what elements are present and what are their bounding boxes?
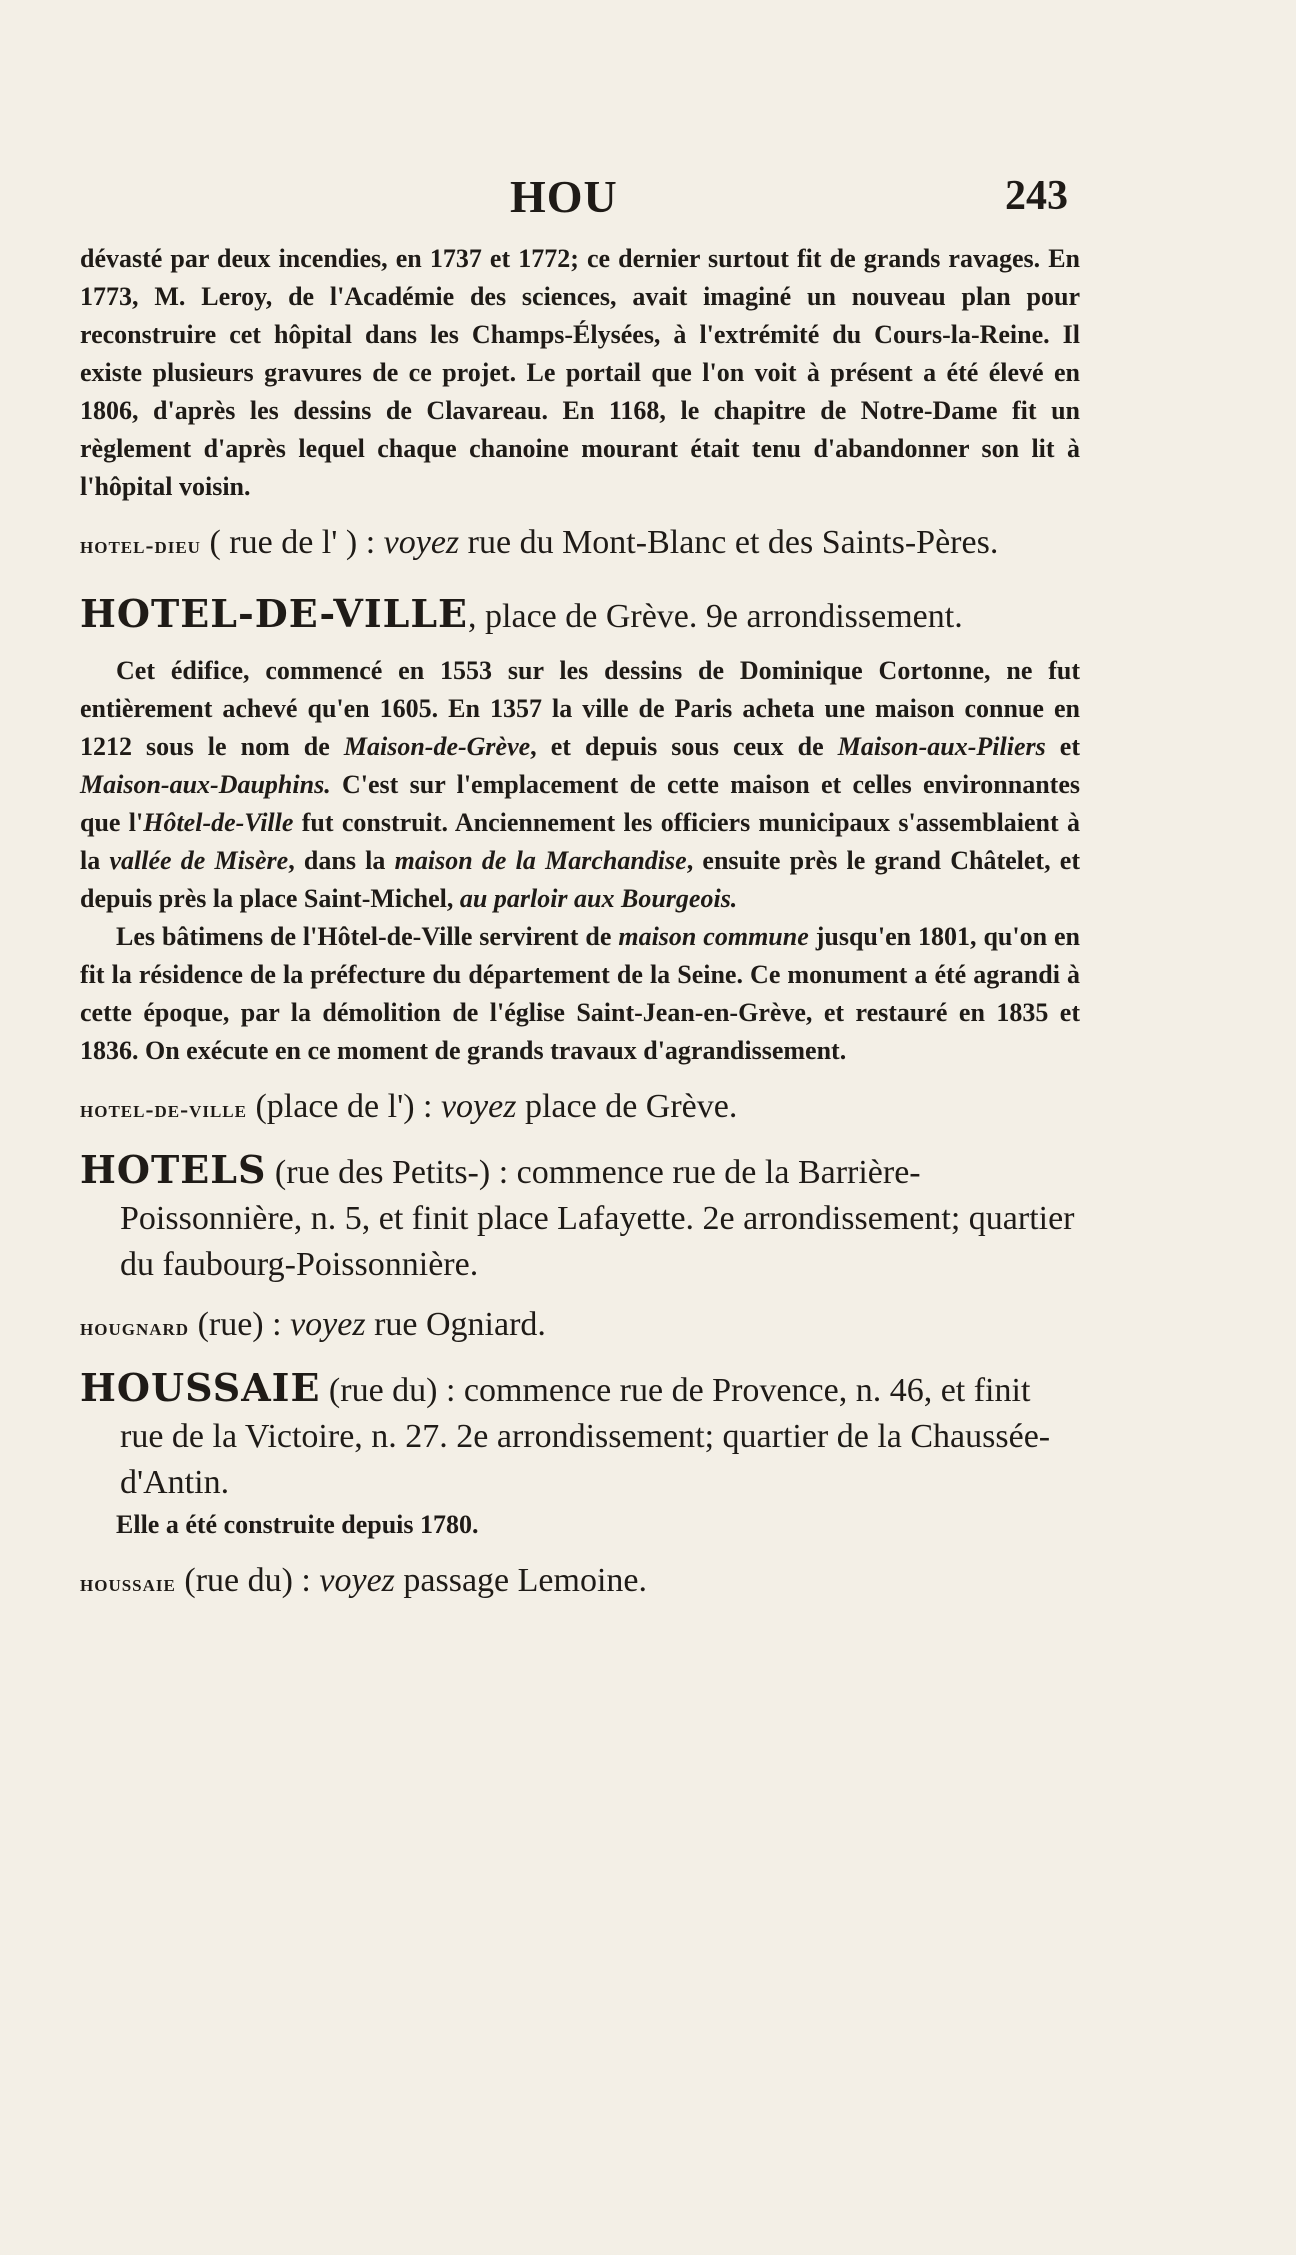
cross-reference: voyez [440, 1088, 517, 1125]
entry-hotel-de-ville [80, 591, 1080, 640]
entry-text: passage Lemoine. [394, 1562, 647, 1599]
body-italic: Maison-de-Grève [343, 732, 531, 761]
entry-headword: hougnard [80, 1315, 190, 1341]
body-italic: vallée de Misère [109, 846, 289, 875]
entry-houssaie-ref [80, 1558, 1080, 1607]
cross-reference: voyez [383, 524, 460, 561]
entry-hotel-de-ville-ref [80, 1084, 1080, 1133]
entry-text: , place de Grève. 9e arrondissement. [468, 598, 963, 635]
body-italic: Maison-aux-Dauphins. [80, 770, 331, 799]
entry-text: (rue du) : [175, 1562, 320, 1599]
page-number: 243 [1005, 173, 1068, 219]
body-text: Cet édifice, commencé en 1553 sur les dessins de Dominique Cortonne, ne fut entièrement achevé qu'en 1605. En 1357 la ville de Paris acheta une maison connue en 1212 sous le nom de [80, 656, 1080, 761]
entry-note: Elle a été construite depuis 1780. [116, 1510, 479, 1539]
entry-headword: HOUSSAIE [80, 1365, 321, 1410]
entry-text: (place de l') : [246, 1088, 441, 1125]
body-italic: maison commune [618, 922, 809, 951]
entry-text: rue Ogniard. [365, 1306, 546, 1343]
entry-text: (rue des Petits-) : commence rue de la Barrière-Poissonnière, n. 5, et finit place Lafayette. 2e arrondissement; quartier du faubourg-Poissonnière. [120, 1154, 1075, 1283]
body-italic: Hôtel-de-Ville [143, 808, 294, 837]
entry-text: place de Grève. [516, 1088, 738, 1125]
entry-houssaie [80, 1365, 1080, 1506]
cross-reference: voyez [290, 1306, 366, 1343]
body-text: , dans la [288, 846, 395, 875]
entry-headword: houssaie [80, 1571, 176, 1597]
entry-headword: hotel-de-ville [80, 1097, 247, 1123]
page-header [0, 170, 1296, 230]
entry-headword: HOTEL-DE-VILLE [80, 591, 469, 636]
body-text: et [1045, 732, 1081, 761]
body-italic: au parloir aux Bourgeois. [459, 884, 738, 913]
body-text: , ensuite près le grand Châtelet, et depuis près la place Saint-Michel, [80, 846, 1081, 913]
body-text: C'est sur l'emplacement de cette maison et celles environnantes que l' [80, 770, 1080, 837]
paragraph-continued: dévasté par deux incendies, en 1737 et 1772; ce dernier surtout fit de grands ravages. En 1773, M. Leroy, de l'Académie des sciences, avait imaginé un nouveau plan pour reconstruire cet hôpital dans les Champs-Élysées, à l'extrémité du Cours-la-Reine. Il existe plusieurs gravures de ce projet. Le portail que l'on voit à présent a été élevé en 1806, d'après les dessins de Clavareau. En 1168, le chapitre de Notre-Dame fit un règlement d'après lequel chaque chanoine mourant était tenu d'abandonner son lit à l'hôpital voisin. [80, 244, 1080, 501]
entry-body-paragraph [80, 652, 1080, 918]
body-italic: Maison-aux-Piliers [837, 732, 1046, 761]
body-text: Les bâtimens de l'Hôtel-de-Ville servirent de [116, 922, 619, 951]
cross-reference: voyez [319, 1562, 395, 1599]
entry-hotel-dieu [80, 520, 1080, 569]
entry-text: rue du Mont-Blanc et des Saints-Pères. [459, 524, 999, 561]
entry-hotels [80, 1147, 1080, 1288]
running-head: HOU [510, 171, 618, 222]
page-text [80, 240, 1080, 1607]
body-text: fut construit. Anciennement les officiers municipaux s'assemblaient à la [80, 808, 1080, 875]
entry-headword: HOTELS [80, 1147, 267, 1192]
entry-body-paragraph [80, 918, 1080, 1070]
entry-text: ( rue de l' ) : [200, 524, 384, 561]
body-text: jusqu'en 1801, qu'on en fit la résidence de la préfecture du département de la Seine. Ce monument a été agrandi à cette époque, par la démolition de l'église Saint-Jean-en-Grève, et restauré en 1835 et 1836. On exécute en ce moment de grands travaux d'agrandissement. [80, 922, 1081, 1065]
body-italic: maison de la Marchandise [394, 846, 687, 875]
entry-text: (rue) : [189, 1306, 291, 1343]
entry-text: (rue du) : commence rue de Provence, n. 46, et finit rue de la Victoire, n. 27. 2e arrondissement; quartier de la Chaussée-d'Antin. [120, 1372, 1051, 1501]
body-text: , et depuis sous ceux de [530, 732, 838, 761]
entry-headword: hotel-dieu [80, 533, 201, 559]
entry-hougnard [80, 1302, 1080, 1351]
